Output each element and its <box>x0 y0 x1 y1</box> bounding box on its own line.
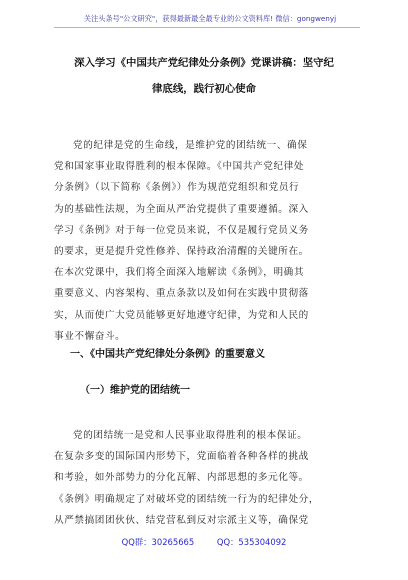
subsection-heading: （一）维护党的团结统一 <box>80 385 190 396</box>
header-divider <box>54 27 360 28</box>
footer-qq: QQ：535304092 <box>216 537 287 547</box>
paragraph-line: 《条例》明确规定了对破坏党的团结统一行为的纪律处分， <box>54 493 320 505</box>
paragraph-line: 重要意义、内容架构、重点条款以及如何在实践中贯彻落 <box>54 288 309 300</box>
header-banner: 关注头条号"公文研究"，获得最新最全最专业的公文资料库! 微信：gongwenyj <box>83 14 337 23</box>
paragraph-line: 党和国家事业取得胜利的根本保障。《中国共产党纪律处 <box>54 161 305 173</box>
paragraph-line: 事业不懈奋斗。 <box>54 330 126 342</box>
document-title-line: 律底线，践行初心使命 <box>152 83 256 95</box>
document-title <box>54 50 354 102</box>
paragraph-line: 党的团结统一是党和人民事业取得胜利的根本保证。 <box>73 430 308 441</box>
paragraph-line: 在复杂多变的国际国内形势下，党面临着各种各样的挑战 <box>54 451 309 463</box>
footer <box>0 536 408 548</box>
paragraph-line: 分条例》（以下简称《条例》）作为规范党组织和党员行 <box>54 182 300 194</box>
paragraph-line: 和考验，如外部势力的分化瓦解、内部思想的多元化等。 <box>54 472 309 484</box>
paragraph-line: 的要求，更是提升党性修养、保持政治清醒的关键所在。 <box>54 246 309 258</box>
intro-paragraph <box>54 135 354 347</box>
paragraph-line: 实，从而使广大党员能够更好地遵守纪律，为党和人民的 <box>54 309 309 321</box>
body-paragraph <box>54 425 354 531</box>
paragraph-line: 从严禁搞团团伙伙、结党营私到反对宗派主义等，确保党 <box>54 514 309 526</box>
paragraph-line: 为的基础性法规，为全面从严治党提供了重要遵循。深入 <box>54 203 309 215</box>
footer-qq-group: QQ群：30265665 <box>121 537 195 547</box>
paragraph-line: 学习《条例》对于每一位党员来说，不仅是履行党员义务 <box>54 224 309 236</box>
paragraph-line: 党的纪律是党的生命线，是维护党的团结统一、确保 <box>73 140 308 151</box>
document-title-line: 深入学习《中国共产党纪律处分条例》党课讲稿：坚守纪 <box>74 57 334 69</box>
section-heading: 一、《中国共产党纪律处分条例》的重要意义 <box>70 349 265 360</box>
paragraph-line: 在本次党课中，我们将全面深入地解读《条例》，明确其 <box>54 267 305 279</box>
